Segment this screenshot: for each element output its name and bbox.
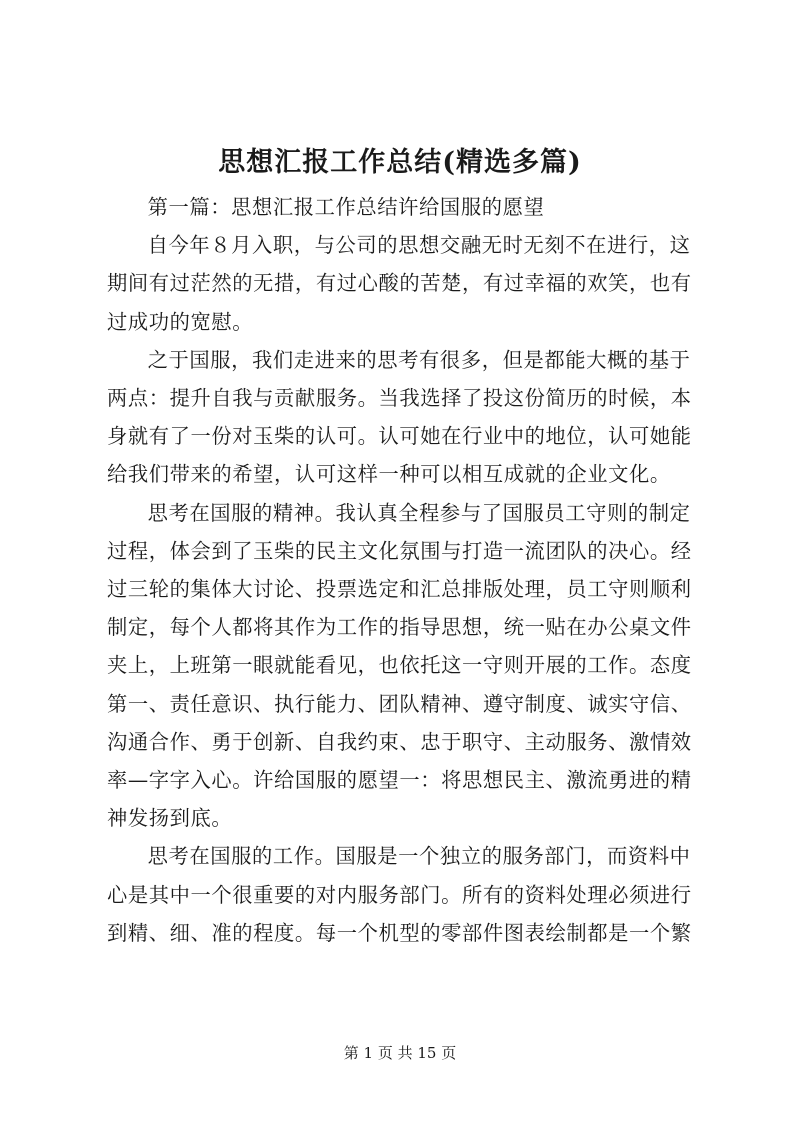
text-line: 神发扬到底。: [107, 806, 233, 831]
text-line: 过程，体会到了玉柴的民主文化氛围与打造一流团队的决心。经: [107, 538, 692, 563]
text-line: 思考在国服的精神。我认真全程参与了国服员工守则的制定: [147, 500, 691, 525]
text-line: 思考在国服的工作。国服是一个独立的服务部门，而资料中: [147, 844, 691, 869]
paragraph: [107, 341, 704, 494]
text-line: 两点：提升自我与贡献服务。当我选择了投这份简历的时候，本: [107, 386, 692, 411]
paragraph-heading: [107, 188, 704, 226]
paragraph: [107, 837, 704, 952]
text-line: 心是其中一个很重要的对内服务部门。所有的资料处理必须进行: [107, 882, 692, 907]
text-line: 之于国服，我们走进来的思考有很多，但是都能大概的基于: [147, 347, 691, 372]
text-line: 沟通合作、勇于创新、自我约束、忠于职守、主动服务、激情效: [107, 729, 692, 754]
text-line: 到精、细、准的程度。每一个机型的零部件图表绘制都是一个繁: [107, 920, 692, 945]
text-line: 身就有了一份对玉柴的认可。认可她在行业中的地位，认可她能: [107, 424, 692, 449]
text-line: 给我们带来的希望，认可这样一种可以相互成就的企业文化。: [107, 462, 671, 487]
text-line: 夹上，上班第一眼就能看见，也依托这一守则开展的工作。态度: [107, 653, 692, 678]
text-line: 自今年８月入职，与公司的思想交融无时无刻不在进行，这: [147, 233, 691, 258]
paragraph: [107, 494, 704, 838]
page-number-footer: 第 1 页 共 15 页: [343, 1044, 457, 1062]
document-title: 思想汇报工作总结(精选多篇): [218, 147, 582, 178]
text-line: 制定，每个人都将其作为工作的指导思想，统一贴在办公桌文件: [107, 615, 692, 640]
text-line: 过成功的宽慰。: [107, 309, 254, 334]
text-line: 过三轮的集体大讨论、投票选定和汇总排版处理，员工守则顺利: [107, 577, 692, 602]
text-line: 第一篇：思想汇报工作总结许给国服的愿望: [147, 195, 545, 219]
text-line: 期间有过茫然的无措，有过心酸的苦楚，有过幸福的欢笑，也有: [107, 271, 692, 296]
document-body: [107, 188, 704, 952]
text-line: 率—字字入心。许给国服的愿望一：将思想民主、激流勇进的精: [107, 768, 692, 793]
text-line: 第一、责任意识、执行能力、团队精神、遵守制度、诚实守信、: [107, 691, 692, 716]
paragraph: [107, 226, 704, 341]
